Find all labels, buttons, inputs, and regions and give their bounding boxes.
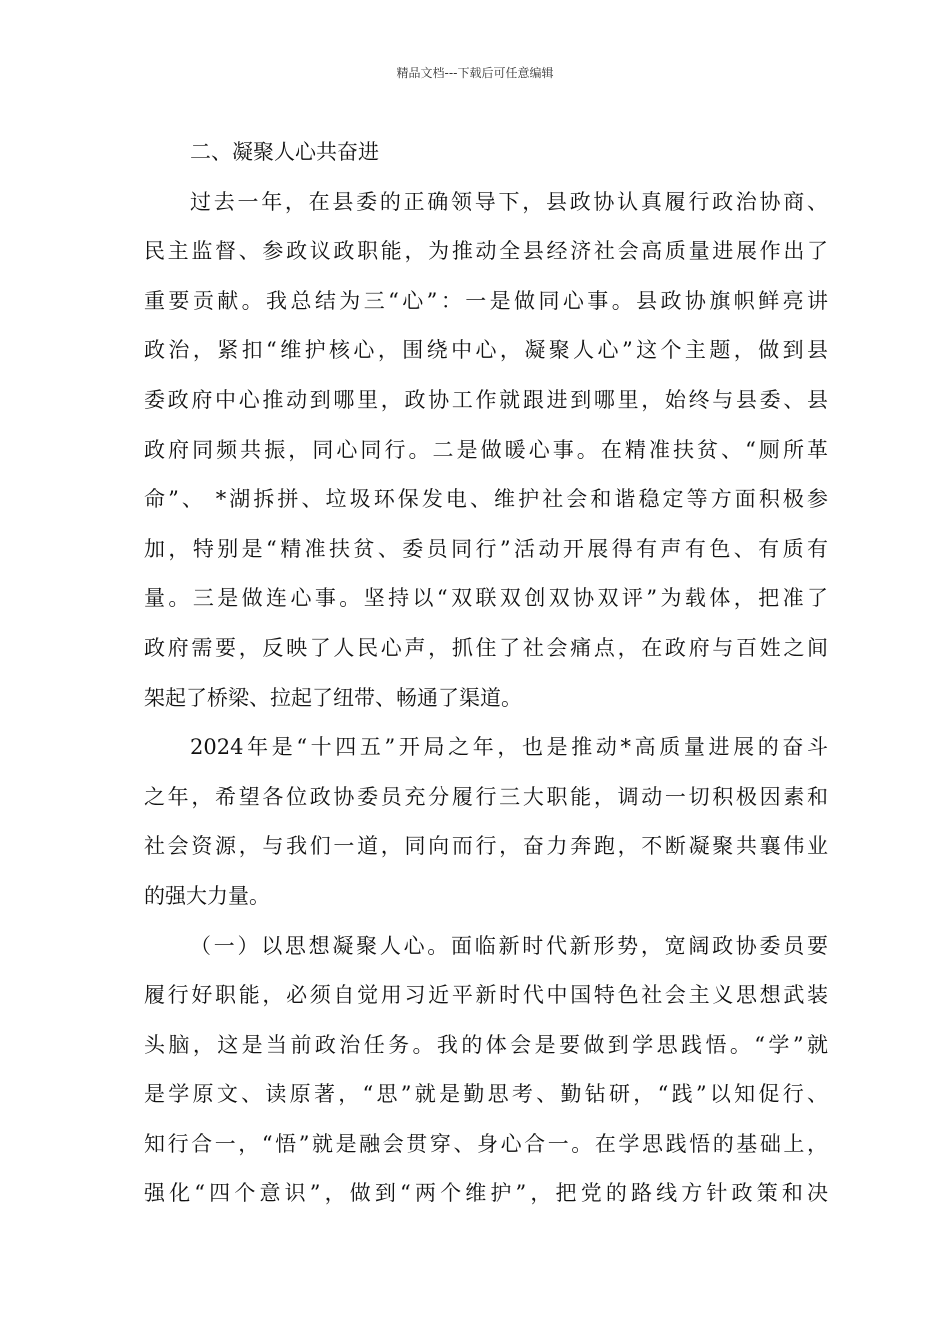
page-header: 精品文档---下载后可任意编辑 xyxy=(396,66,554,80)
text-line: 委政府中心推动到哪里，政协工作就跟进到哪里，始终与县委、县 xyxy=(144,387,828,412)
paragraph xyxy=(144,723,828,921)
text-line: 2024年是“十四五”开局之年，也是推动*高质量进展的奋斗 xyxy=(190,735,828,760)
document-body xyxy=(144,128,828,1219)
text-line: 强化“四个意识”，做到“两个维护”，把党的路线方针政策和决 xyxy=(144,1181,828,1206)
text-line: 知行合一，“悟”就是融会贯穿、身心合一。在学思践悟的基础上， xyxy=(144,1131,828,1156)
text-line: （一）以思想凝聚人心。面临新时代新形势，宽阔政协委员要 xyxy=(190,933,828,958)
text-line: 命”、 *湖拆拼、垃圾环保发电、维护社会和谐稳定等方面积极参 xyxy=(144,487,828,512)
text-line: 重要贡献。我总结为三“心”：一是做同心事。县政协旗帜鲜亮讲 xyxy=(144,288,828,313)
text-line: 社会资源，与我们一道，同向而行，奋力奔跑，不断凝聚共襄伟业 xyxy=(144,834,828,859)
text-line: 履行好职能，必须自觉用习近平新时代中国特色社会主义思想武装 xyxy=(144,983,828,1008)
text-line: 是学原文、读原著，“思”就是勤思考、勤钻研，“践”以知促行、 xyxy=(144,1082,828,1107)
text-line: 头脑，这是当前政治任务。我的体会是要做到学思践悟。“学”就 xyxy=(144,1032,828,1057)
text-line: 政府需要，反映了人民心声，抓住了社会痛点，在政府与百姓之间 xyxy=(144,635,828,660)
text-line: 架起了桥梁、拉起了纽带、畅通了渠道。 xyxy=(144,685,522,710)
paragraph xyxy=(144,178,828,724)
paragraph xyxy=(144,922,828,1220)
text-line: 的强大力量。 xyxy=(144,883,270,908)
text-line: 量。三是做连心事。坚持以“双联双创双协双评”为载体，把准了 xyxy=(144,586,828,611)
text-line: 民主监督、参政议政职能，为推动全县经济社会高质量进展作出了 xyxy=(144,239,828,264)
section-heading: 二、凝聚人心共奋进 xyxy=(190,140,379,164)
text-line: 政治，紧扣“维护核心，围绕中心，凝聚人心”这个主题，做到县 xyxy=(144,338,828,363)
text-line: 之年，希望各位政协委员充分履行三大职能，调动一切积极因素和 xyxy=(144,784,828,809)
text-line: 加，特别是“精准扶贫、委员同行”活动开展得有声有色、有质有 xyxy=(144,536,828,561)
text-line: 政府同频共振，同心同行。二是做暖心事。在精准扶贫、“厕所革 xyxy=(144,437,828,462)
text-line: 过去一年，在县委的正确领导下，县政协认真履行政治协商、 xyxy=(190,189,828,214)
